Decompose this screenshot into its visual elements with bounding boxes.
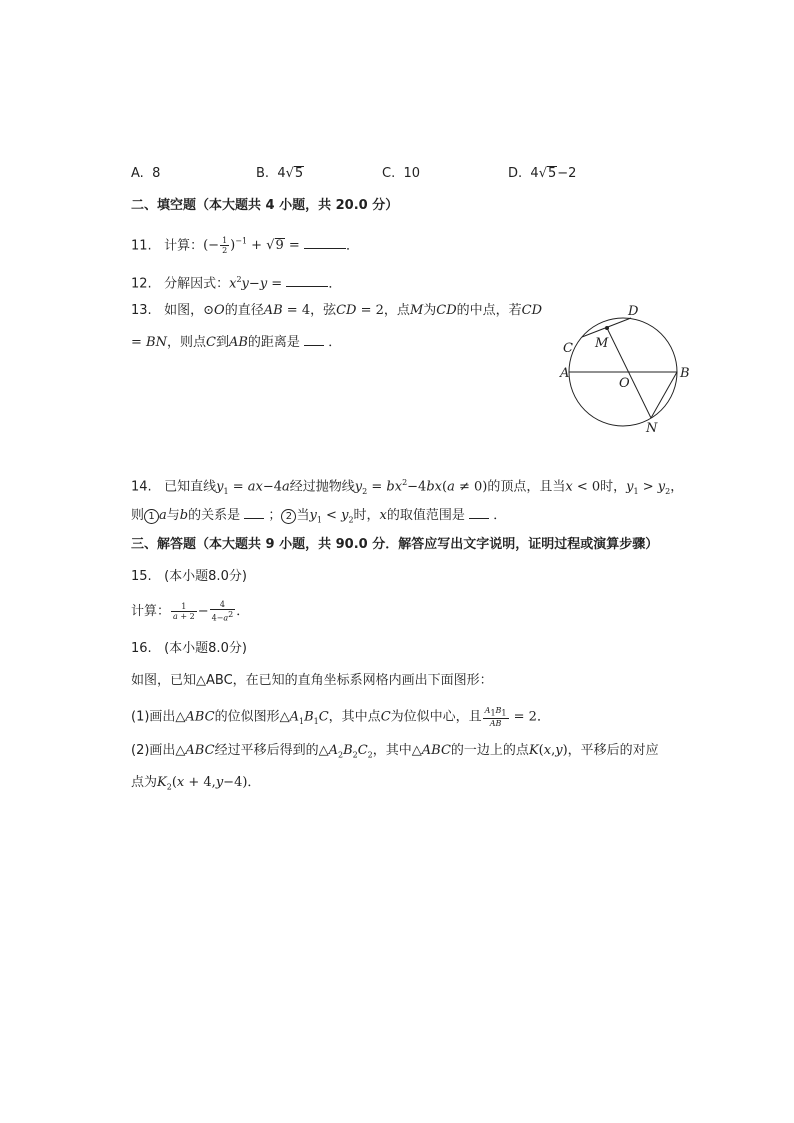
answer-blank-1 bbox=[244, 504, 264, 519]
label-d: D bbox=[628, 304, 639, 319]
section-2-title: 二、填空题（本大题共 4 小题，共 20.0 分） bbox=[131, 198, 399, 213]
segment-mn bbox=[607, 328, 651, 418]
answer-blank-2 bbox=[469, 504, 489, 519]
question-16-part-1: (1)画出△ABC的位似图形$\triangle A_1B_1C$，其中点C为位似中心，且 $\frac{A_1B_1}{AB}$ = 2． bbox=[131, 706, 550, 728]
q12-expression: x bbox=[229, 276, 237, 292]
label-c: C bbox=[563, 341, 573, 356]
question-16-header: 16. (本小题8.0分) bbox=[131, 641, 247, 656]
question-11: 11. 计算：(− $\frac{1}{2}$ )$^{-1}$ + √9 = ． bbox=[131, 236, 359, 256]
fraction-1: $\frac{1}{a + 2}$ bbox=[173, 601, 195, 621]
choice-d: D. 4√5−2 bbox=[508, 166, 577, 181]
question-13-line-1: 13. 如图，⊙O的直径AB = 4，弦CD = 2，点M为CD的中点，若CD bbox=[131, 303, 543, 318]
answer-blank bbox=[304, 234, 346, 249]
label-n: N bbox=[646, 421, 658, 436]
question-13-line-2: = BN，则点C到AB的距离是 ． bbox=[131, 331, 341, 353]
question-16-part-2-cont: 点为$K_2(x + 4,y-4)$． bbox=[131, 775, 261, 792]
question-15-body: 计算： $\frac{1}{a + 2}$ − $\frac{4}{4-a^2}$ ． bbox=[131, 600, 250, 623]
point-m bbox=[605, 326, 609, 330]
answer-blank bbox=[304, 331, 324, 346]
label-b: B bbox=[680, 366, 690, 381]
label-o: O bbox=[619, 376, 630, 391]
question-16-intro: 如图，已知△ABC，在已知的直角坐标系网格内画出下面图形： bbox=[131, 673, 493, 688]
fraction-2: $\frac{4}{4-a^2}$ bbox=[211, 600, 234, 623]
answer-blank bbox=[286, 272, 328, 287]
label-m: M bbox=[595, 336, 609, 351]
choice-a: A. 8 bbox=[131, 166, 161, 181]
section-3-title: 三、解答题（本大题共 9 小题，共 90.0 分．解答应写出文字说明，证明过程或演算步骤） bbox=[131, 537, 659, 552]
q11-expression: (− $\frac{1}{2}$ )$^{-1}$ + √9 = bbox=[203, 236, 304, 256]
choice-b: B. 4√5 bbox=[256, 166, 304, 181]
circle-figure bbox=[555, 300, 700, 440]
label-a: A bbox=[560, 366, 570, 381]
segment-bn bbox=[651, 372, 677, 418]
question-12: 12. 分解因式：$x^2y-y$ = ． bbox=[131, 270, 341, 294]
question-15-header: 15. (本小题8.0分) bbox=[131, 569, 247, 584]
question-14-line-2: 则 1 a与b的关系是 ； 2 当$y_1 < y_2$时，x的取值范围是 ． bbox=[131, 504, 506, 531]
question-16-part-2: (2)画出△ABC经过平移后得到的$\triangle A_2B_2C_2$，其中△ABC的一边上的点K(x,y)，平移后的对应 bbox=[131, 743, 659, 760]
question-14-line-1: 14. 已知直线$y_1 = ax-4a$经过抛物线$y_2 = bx^2-4bx(a \ne 0)$的顶点，且当x < 0时，$y_1 > y_2$， bbox=[131, 478, 684, 496]
choice-c: C. 10 bbox=[382, 166, 421, 181]
